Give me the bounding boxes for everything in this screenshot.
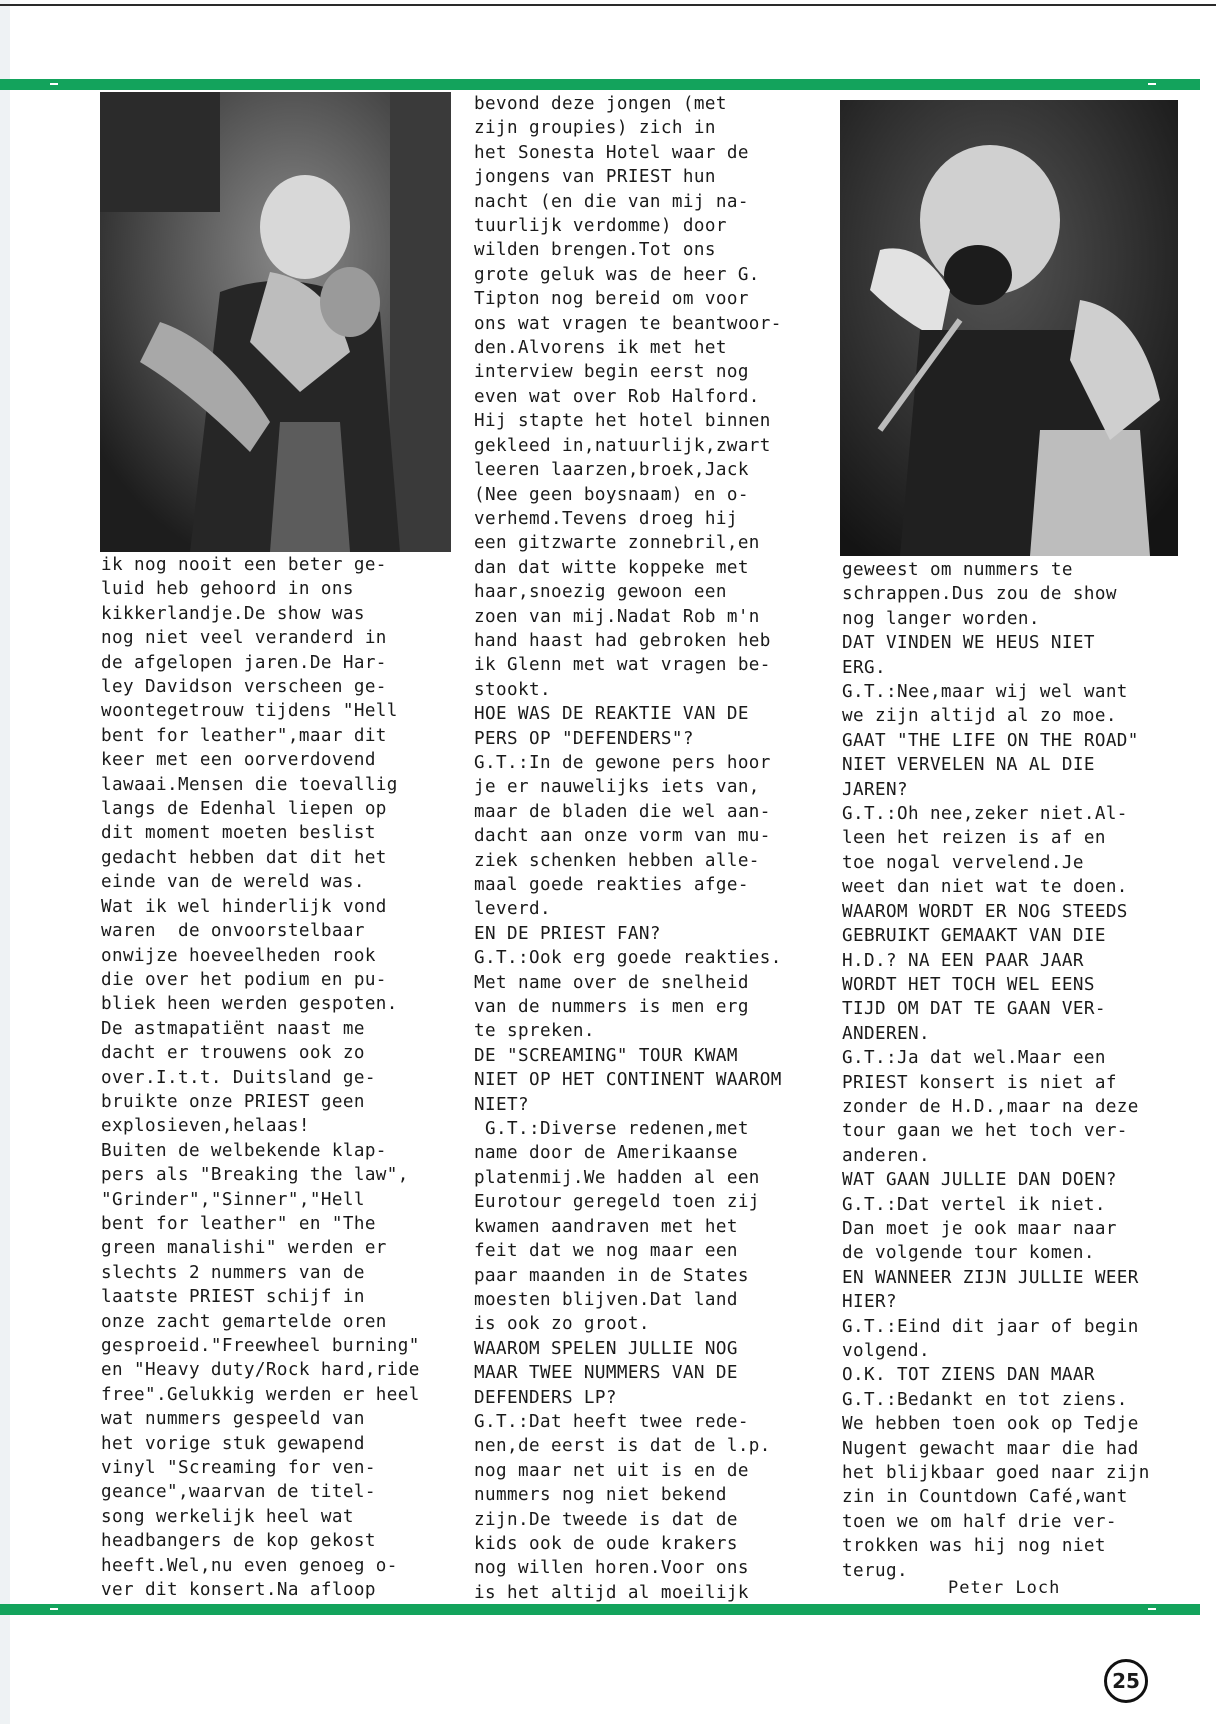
text-line: G.T.:Diverse redenen,met (474, 1119, 749, 1140)
article-column-1 (101, 553, 420, 1602)
text-line: leeren laarzen,broek,Jack (474, 460, 749, 481)
text-line: van de nummers is men erg (474, 997, 749, 1018)
text-line: Buiten de welbekende klap- (101, 1140, 387, 1161)
text-line: DAT VINDEN WE HEUS NIET (842, 633, 1095, 654)
text-line: kikkerlandje.De show was (101, 603, 365, 624)
text-line: WAAROM SPELEN JULLIE NOG (474, 1338, 738, 1359)
text-line: G.T.:Ja dat wel.Maar een (842, 1048, 1106, 1069)
article-column-2 (474, 92, 782, 1605)
text-line: moesten blijven.Dat land (474, 1289, 738, 1310)
text-line: we zijn altijd al zo moe. (842, 706, 1117, 727)
text-line: dit moment moeten beslist (101, 823, 376, 844)
text-line: heeft.Wel,nu even genoeg o- (101, 1555, 398, 1576)
text-line: verhemd.Tevens droeg hij (474, 508, 738, 529)
text-line: het vorige stuk gewapend (101, 1433, 365, 1454)
text-line: headbangers de kop gekost (101, 1531, 376, 1552)
article-column-3 (842, 558, 1150, 1583)
text-line: maar de bladen die wel aan- (474, 801, 771, 822)
text-line: tuurlijk verdomme) door (474, 216, 727, 237)
text-line: G.T.:Oh nee,zeker niet.Al- (842, 804, 1128, 825)
text-line: vinyl "Screaming for ven- (101, 1458, 376, 1479)
top-border-line (0, 4, 1216, 6)
text-line: zonder de H.D.,maar na deze (842, 1096, 1139, 1117)
text-line: green manalishi" werden er (101, 1238, 387, 1259)
text-line: G.T.:Nee,maar wij wel want (842, 682, 1128, 703)
text-line: het Sonesta Hotel waar de (474, 142, 749, 163)
text-line: MAAR TWEE NUMMERS VAN DE (474, 1363, 738, 1384)
text-line: weet dan niet wat te doen. (842, 877, 1128, 898)
text-line: NIET OP HET CONTINENT WAAROM (474, 1070, 782, 1091)
text-line: GEBRUIKT GEMAAKT VAN DIE (842, 926, 1106, 947)
top-green-rule (0, 79, 1200, 90)
text-line: DE "SCREAMING" TOUR KWAM (474, 1045, 738, 1066)
text-line: nog langer worden. (842, 608, 1040, 629)
text-line: EN WANNEER ZIJN JULLIE WEER (842, 1267, 1139, 1288)
text-line: DEFENDERS LP? (474, 1387, 617, 1408)
text-line: G.T.:Ook erg goede reakties. (474, 948, 782, 969)
text-line: nog maar net uit is en de (474, 1460, 749, 1481)
text-line: Tipton nog bereid om voor (474, 289, 749, 310)
text-line: het blijkbaar goed naar zijn (842, 1463, 1150, 1484)
text-line: keer met een oorverdovend (101, 750, 376, 771)
text-line: wilden brengen.Tot ons (474, 240, 716, 261)
text-line: trokken was hij nog niet (842, 1536, 1106, 1557)
text-line: Nugent gewacht maar die had (842, 1438, 1139, 1459)
text-line: kids ook de oude krakers (474, 1533, 738, 1554)
text-line: nummers nog niet bekend (474, 1485, 727, 1506)
text-line: ziek schenken hebben alle- (474, 850, 760, 871)
text-line: TIJD OM DAT TE GAAN VER- (842, 999, 1106, 1020)
text-line: einde van de wereld was. (101, 872, 365, 893)
text-line: lawaai.Mensen die toevallig (101, 774, 398, 795)
text-line: We hebben toen ook op Tedje (842, 1414, 1139, 1435)
text-line: volgend. (842, 1341, 930, 1361)
text-line: ik nog nooit een beter ge- (101, 555, 387, 575)
text-line: WAAROM WORDT ER NOG STEEDS (842, 901, 1128, 922)
text-line: NIET? (474, 1094, 529, 1115)
text-line: nog niet veel veranderd in (101, 628, 387, 649)
text-line: PRIEST konsert is niet af (842, 1072, 1117, 1093)
text-line: toen we om half drie ver- (842, 1511, 1117, 1532)
text-line: WAT GAAN JULLIE DAN DOEN? (842, 1170, 1117, 1191)
text-line: explosieven,helaas! (101, 1116, 310, 1137)
page-number: 25 (1104, 1659, 1148, 1703)
text-line: Met name over de snelheid (474, 972, 749, 993)
text-line: HIER? (842, 1292, 897, 1313)
text-line: paar maanden in de States (474, 1265, 749, 1286)
text-line: een gitzwarte zonnebril,en (474, 533, 760, 554)
text-line: bliek heen werden gespoten. (101, 994, 398, 1015)
text-line: luid heb gehoord in ons (101, 579, 354, 600)
text-line: slechts 2 nummers van de (101, 1262, 365, 1283)
text-line: PERS OP "DEFENDERS"? (474, 728, 694, 749)
text-line: onwijze hoeveelheden rook (101, 945, 376, 966)
page-edge (0, 0, 10, 1724)
text-line: G.T.:Dat heeft twee rede- (474, 1411, 749, 1432)
text-line: stookt. (474, 679, 551, 700)
text-line: GAAT "THE LIFE ON THE ROAD" (842, 730, 1139, 751)
text-line: H.D.? NA EEN PAAR JAAR (842, 950, 1084, 971)
text-line: dacht er trouwens ook zo (101, 1043, 365, 1064)
text-line: waren de onvoorstelbaar (101, 921, 365, 942)
text-line: geweest om nummers te (842, 560, 1073, 580)
text-line: is ook zo groot. (474, 1314, 650, 1335)
text-line: gesproeid."Freewheel burning" (101, 1336, 420, 1356)
text-line: pers als "Breaking the law", (101, 1165, 409, 1186)
text-line: nog willen horen.Voor ons (474, 1558, 749, 1579)
text-line: toe nogal vervelend.Je (842, 852, 1084, 873)
text-line: leverd. (474, 899, 551, 920)
text-line: gekleed in,natuurlijk,zwart (474, 435, 771, 456)
text-line: WORDT HET TOCH WEL EENS (842, 974, 1095, 995)
text-line: je er nauwelijks iets van, (474, 777, 760, 798)
text-line: Hij stapte het hotel binnen (474, 411, 771, 432)
text-line: G.T.:Bedankt en tot ziens. (842, 1389, 1128, 1410)
text-line: haar,snoezig gewoon een (474, 582, 727, 603)
text-line: dacht aan onze vorm van mu- (474, 826, 771, 847)
text-line: bent for leather",maar dit (101, 725, 387, 746)
text-line: grote geluk was de heer G. (474, 264, 760, 285)
text-line: bent for leather" en "The (101, 1213, 376, 1234)
text-line: laatste PRIEST schijf in (101, 1287, 365, 1308)
text-line: jongens van PRIEST hun (474, 167, 716, 188)
text-line: name door de Amerikaanse (474, 1143, 738, 1164)
text-line: te spreken. (474, 1021, 595, 1042)
text-line: bevond deze jongen (met (474, 94, 727, 114)
text-line: woontegetrouw tijdens "Hell (101, 701, 398, 722)
text-line: zoen van mij.Nadat Rob m'n (474, 606, 760, 627)
text-line: de afgelopen jaren.De Har- (101, 652, 387, 673)
text-line: ik Glenn met wat vragen be- (474, 655, 771, 676)
text-line: hand haast had gebroken heb (474, 630, 771, 651)
text-line: Eurotour geregeld toen zij (474, 1192, 760, 1213)
text-line: zijn.De tweede is dat de (474, 1509, 738, 1530)
text-line: ANDEREN. (842, 1023, 930, 1044)
text-line: leen het reizen is af en (842, 828, 1106, 849)
text-line: den.Alvorens ik met het (474, 338, 727, 359)
bottom-green-rule (0, 1604, 1200, 1615)
text-line: de volgende tour komen. (842, 1243, 1095, 1264)
text-line: anderen. (842, 1145, 930, 1166)
text-line: song werkelijk heel wat (101, 1506, 354, 1527)
author-signature: Peter Loch (948, 1578, 1061, 1598)
text-line: Wat ik wel hinderlijk vond (101, 896, 387, 917)
text-line: Dan moet je ook maar naar (842, 1218, 1117, 1239)
text-line: EN DE PRIEST FAN? (474, 923, 661, 944)
photo-singer-microphone (840, 100, 1178, 556)
text-line: even wat over Rob Halford. (474, 386, 760, 407)
text-line: zin in Countdown Café,want (842, 1487, 1128, 1508)
text-line: ver dit konsert.Na afloop (101, 1580, 376, 1601)
photo-guitarists-stage (100, 92, 451, 552)
text-line: G.T.:Dat vertel ik niet. (842, 1194, 1106, 1215)
text-line: wat nummers gespeeld van (101, 1409, 365, 1430)
text-line: G.T.:In de gewone pers hoor (474, 752, 771, 773)
text-line: De astmapatiënt naast me (101, 1018, 365, 1039)
text-line: "Grinder","Sinner","Hell (101, 1189, 365, 1210)
text-line: free".Gelukkig werden er heel (101, 1384, 420, 1405)
text-line: JAREN? (842, 779, 908, 800)
text-line: ley Davidson verscheen ge- (101, 677, 387, 698)
text-line: en "Heavy duty/Rock hard,ride (101, 1360, 420, 1381)
text-line: O.K. TOT ZIENS DAN MAAR (842, 1365, 1095, 1386)
text-line: dan dat witte koppeke met (474, 557, 749, 578)
text-line: gedacht hebben dat dit het (101, 847, 387, 868)
text-line: platenmij.We hadden al een (474, 1167, 760, 1188)
text-line: is het altijd al moeilijk (474, 1582, 749, 1603)
text-line: maal goede reakties afge- (474, 875, 749, 895)
text-line: bruikte onze PRIEST geen (101, 1091, 365, 1112)
text-line: tour gaan we het toch ver- (842, 1121, 1128, 1142)
text-line: geance",waarvan de titel- (101, 1482, 376, 1503)
text-line: schrappen.Dus zou de show (842, 584, 1117, 605)
text-line: NIET VERVELEN NA AL DIE (842, 755, 1095, 776)
text-line: G.T.:Eind dit jaar of begin (842, 1316, 1139, 1337)
text-line: interview begin eerst nog (474, 362, 749, 383)
text-line: onze zacht gemartelde oren (101, 1311, 387, 1332)
text-line: die over het podium en pu- (101, 969, 387, 990)
text-line: HOE WAS DE REAKTIE VAN DE (474, 704, 749, 725)
text-line: nacht (en die van mij na- (474, 191, 749, 212)
text-line: nen,de eerst is dat de l.p. (474, 1436, 771, 1457)
text-line: kwamen aandraven met het (474, 1216, 738, 1237)
text-line: feit dat we nog maar een (474, 1241, 738, 1262)
text-line: (Nee geen boysnaam) en o- (474, 484, 749, 505)
text-line: langs de Edenhal liepen op (101, 799, 387, 820)
text-line: ons wat vragen te beantwoor- (474, 313, 782, 334)
text-line: zijn groupies) zich in (474, 118, 716, 139)
text-line: ERG. (842, 657, 886, 678)
text-line: over.I.t.t. Duitsland ge- (101, 1067, 376, 1088)
text-line: terug. (842, 1560, 908, 1581)
